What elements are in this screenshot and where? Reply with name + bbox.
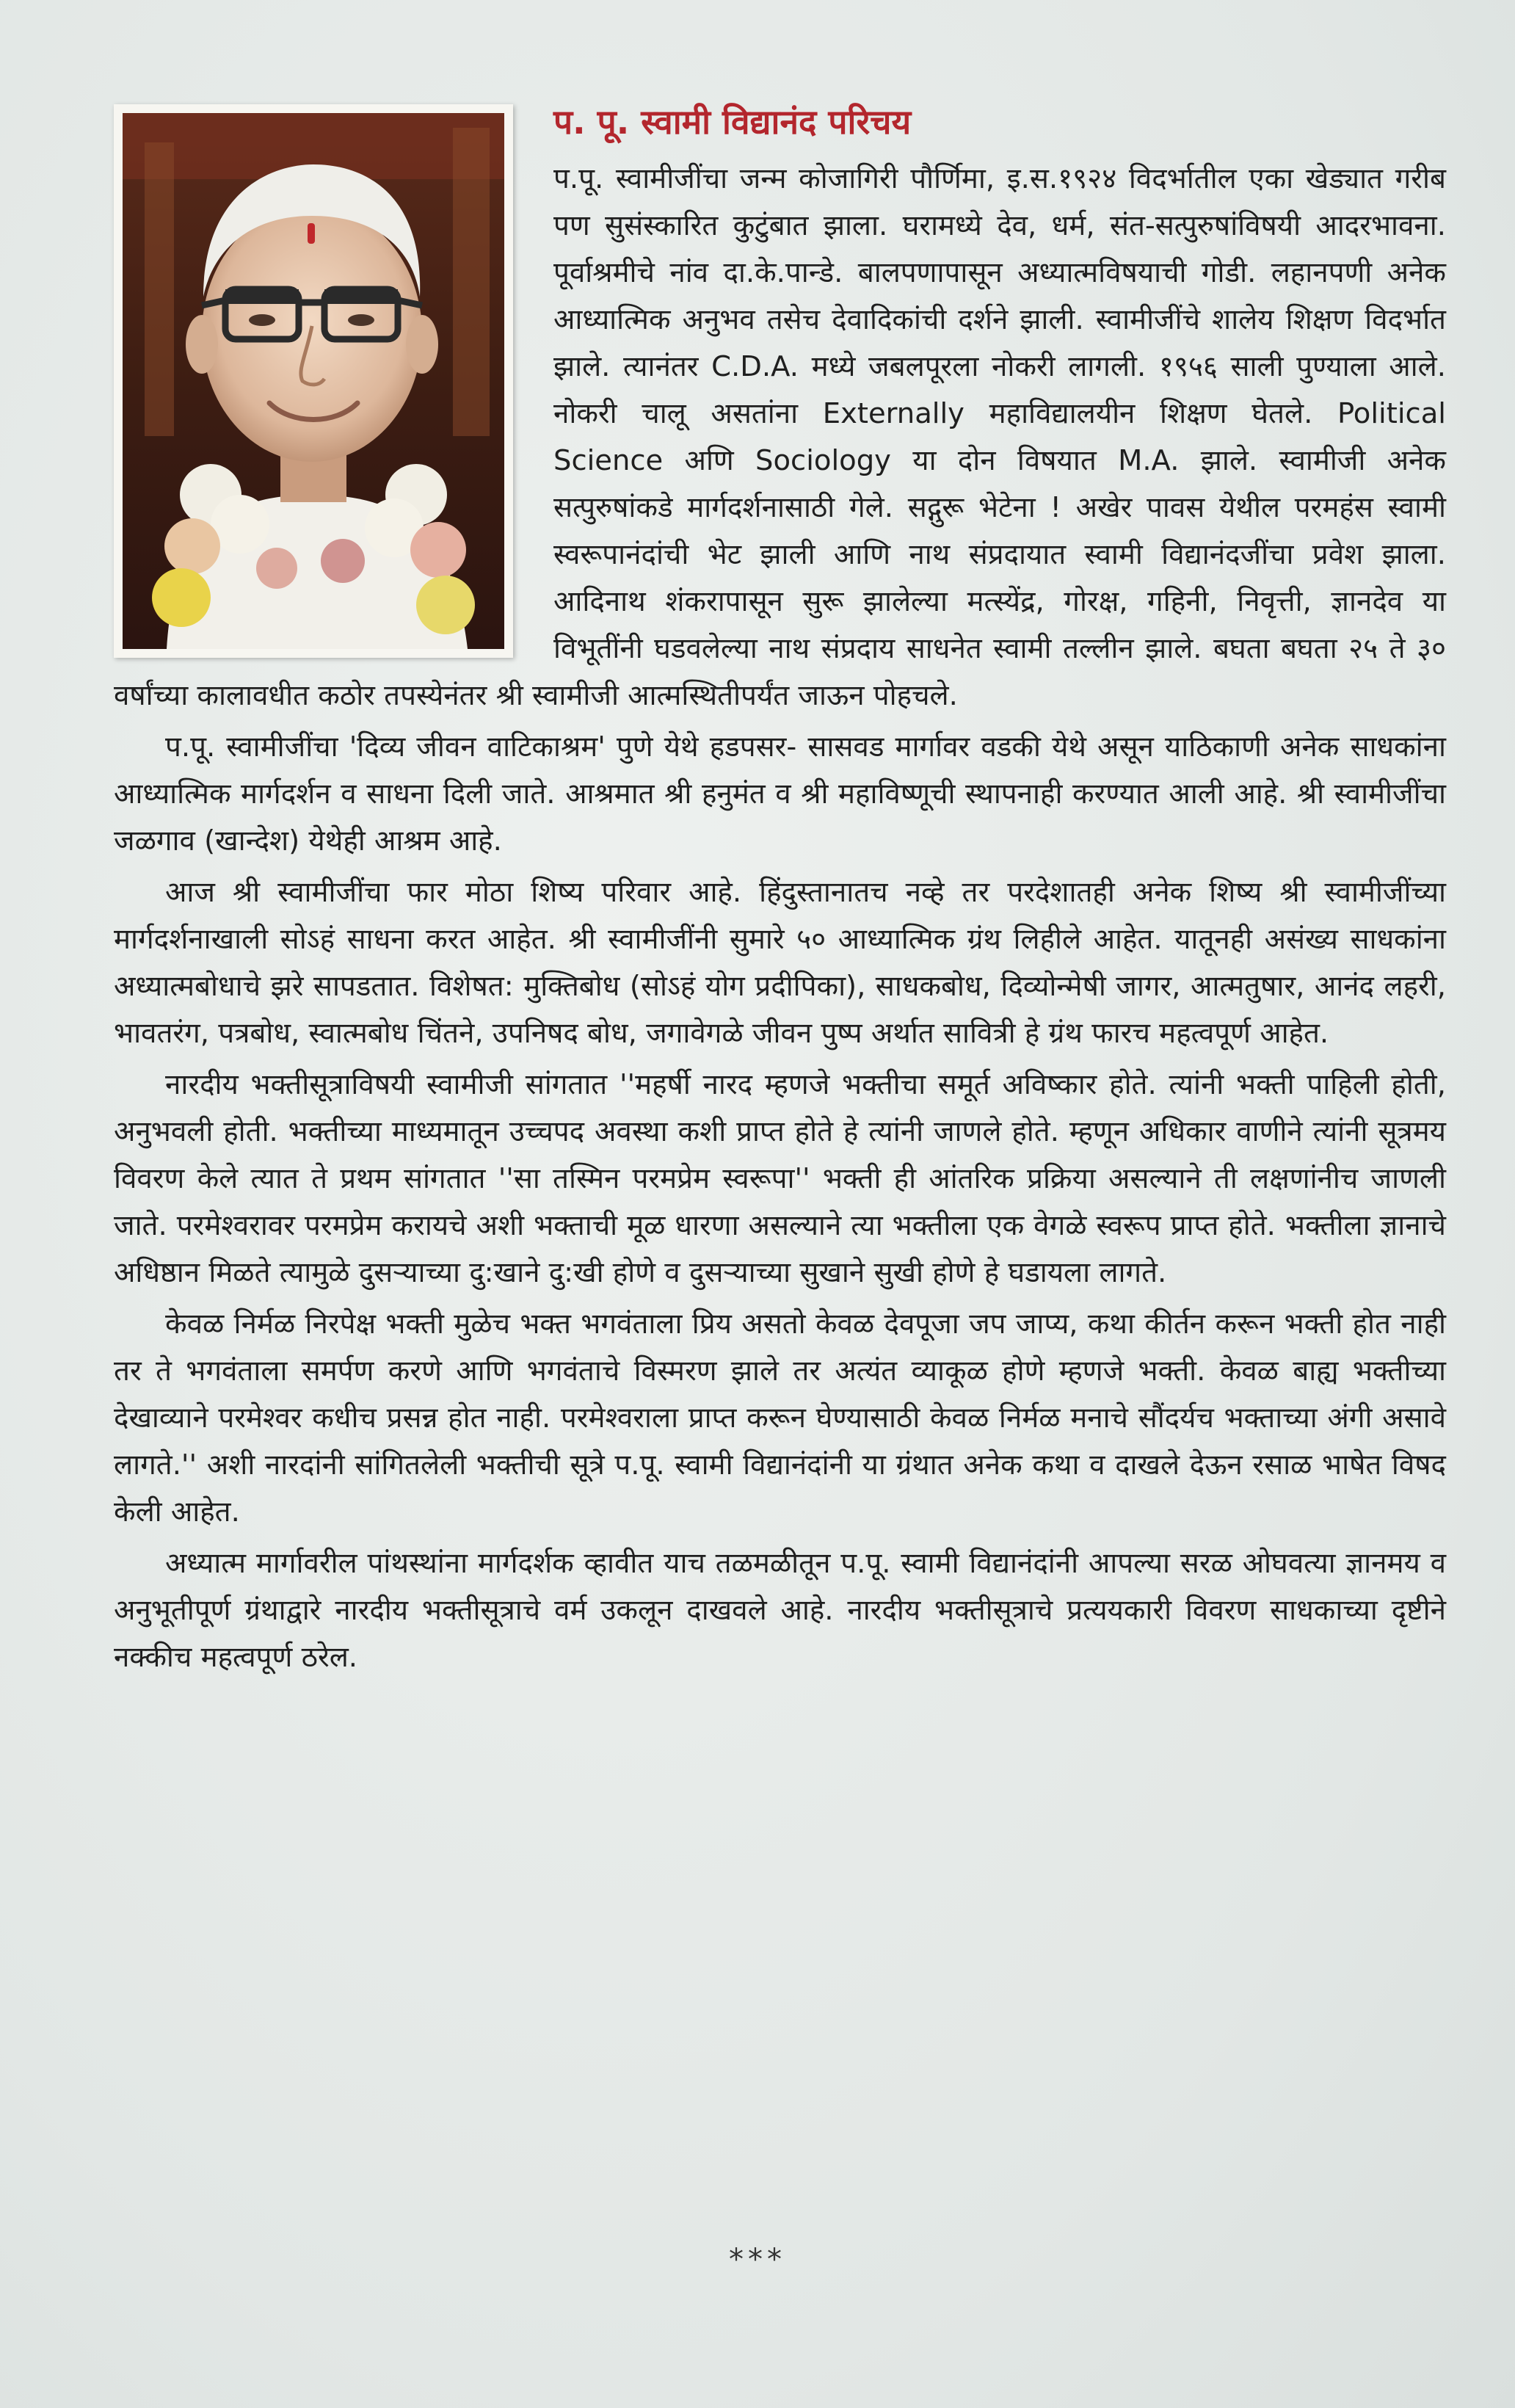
end-ornament: ***	[729, 2243, 786, 2277]
biography-text	[114, 95, 1446, 1681]
paragraph-birth-and-life: प.पू. स्वामीजींचा जन्म कोजागिरी पौर्णिमा, इ.स.१९२४ विदर्भातील एका खेड्यात गरीब पण सुसंस्कारित कुटुंबात झाला. घरामध्ये देव, धर्म, संत-सत्पुरुषांविषयी आदरभावना. पूर्वाश्रमीचे नांव दा.के.पान्डे. बालपणापासून अध्यात्मविषयाची गोडी. लहानपणी अनेक आध्यात्मिक अनुभव तसेच देवादिकांची दर्शने झाली. स्वामीजींचे शालेय शिक्षण विदर्भात झाले. त्यानंतर C.D.A. मध्ये जबलपूरला नोकरी लागली. १९५६ साली पुण्याला आले. नोकरी चालू असतांना Externally महाविद्यालयीन शिक्षण घेतले. Political Science अणि Sociology या दोन विषयात M.A. झाले. स्वामीजी अनेक सत्पुरुषांकडे मार्गदर्शनासाठी गेले. सद्गुरू भेटेना ! अखेर पावस येथील परमहंस स्वामी स्वरूपानंदांची भेट झाली आणि नाथ संप्रदायात स्वामी विद्यानंदजींचा प्रवेश झाला. आदिनाथ शंकरापासून सुरू झालेल्या मत्स्येंद्र, गोरक्ष, गहिनी, निवृत्ती, ज्ञानदेव या विभूतींनी घडवलेल्या नाथ संप्रदाय साधनेत स्वामी तल्लीन झाले. बघता बघता २५ ते ३० वर्षांच्या कालावधीत कठोर तपस्येनंतर श्री स्वामीजी आत्मस्थितीपर्यंत जाऊन पोहचले.	[114, 162, 1446, 712]
page-title: प. पू. स्वामी विद्यानंद परिचय	[553, 102, 912, 142]
portrait-photo	[123, 113, 504, 649]
paragraph-pure-devotion: केवळ निर्मळ निरपेक्ष भक्ती मुळेच भक्त भगवंताला प्रिय असतो केवळ देवपूजा जप जाप्य, कथा कीर्तन करून भक्ती होत नाही तर ते भगवंताला समर्पण करणे आणि भगवंताचे विस्मरण झाले तर अत्यंत व्याकूळ होणे म्हणजे भक्ती. केवळ बाह्य भक्तीच्या देखाव्याने परमेश्वर कधीच प्रसन्न होत नाही. परमेश्वराला प्राप्त करून घेण्यासाठी केवळ निर्मळ मनाचे सौंदर्यच भक्ताच्या अंगी असावे लागते.'' अशी नारदांनी सांगितलेली भक्तीची सूत्रे प.पू. स्वामी विद्यानंदांनी या ग्रंथात अनेक कथा व दाखले देऊन रसाळ भाषेत विषद केली आहेत.	[114, 1308, 1446, 1528]
paragraph-disciples-and-books: आज श्री स्वामीजींचा फार मोठा शिष्य परिवार आहे. हिंदुस्तानातच नव्हे तर परदेशातही अनेक शिष्य श्री स्वामीजींच्या मार्गदर्शनाखाली सोऽहं साधना करत आहेत. श्री स्वामीजींनी सुमारे ५० आध्यात्मिक ग्रंथ लिहीले आहेत. यातूनही असंख्य साधकांना अध्यात्मबोधाचे झरे सापडतात. विशेषत: मुक्तिबोध (सोऽहं योग प्रदीपिका), साधकबोध, दिव्योन्मेषी जागर, आत्मतुषार, आनंद लहरी, भावतरंग, पत्रबोध, स्वात्मबोध चिंतने, उपनिषद बोध, जगावेगळे जीवन पुष्प अर्थात सावित्री हे ग्रंथ फारच महत्वपूर्ण आहेत.	[114, 876, 1446, 1050]
paragraph-ashram: प.पू. स्वामीजींचा 'दिव्य जीवन वाटिकाश्रम' पुणे येथे हडपसर- सासवड मार्गावर वडकी येथे असून याठिकाणी अनेक साधकांना आध्यात्मिक मार्गदर्शन व साधना दिली जाते. आश्रमात श्री हनुमंत व श्री महाविष्णूची स्थापनाही करण्यात आली आहे. श्री स्वामीजींचा जळगाव (खान्देश) येथेही आश्रम आहे.	[114, 730, 1446, 857]
portrait-photo-frame	[114, 104, 513, 658]
paragraph-conclusion: अध्यात्म मार्गावरील पांथस्थांना मार्गदर्शक व्हावीत याच तळमळीतून प.पू. स्वामी विद्यानंदांनी आपल्या सरळ ओघवत्या ज्ञानमय व अनुभूतीपूर्ण ग्रंथाद्वारे नारदीय भक्तीसूत्राचे वर्म उकलून दाखवले आहे. नारदीय भक्तीसूत्राचे प्रत्ययकारी विवरण साधकाच्या दृष्टीने नक्कीच महत्वपूर्ण ठरेल.	[114, 1547, 1446, 1674]
paragraph-narada-bhakti: नारदीय भक्तीसूत्राविषयी स्वामीजी सांगतात ''महर्षी नारद म्हणजे भक्तीचा समूर्त अविष्कार होते. त्यांनी भक्ती पाहिली होती, अनुभवली होती. भक्तीच्या माध्यमातून उच्चपद अवस्था कशी प्राप्त होते हे त्यांनी जाणले होते. म्हणून अधिकार वाणीने त्यांनी सूत्रमय विवरण केले त्यात ते प्रथम सांगतात ''सा तस्मिन परमप्रेम स्वरूपा'' भक्ती ही आंतरिक प्रक्रिया असल्याने ती लक्षणांनीच जाणली जाते. परमेश्वरावर परमप्रेम करायचे अशी भक्ताची मूळ धारणा असल्याने त्या भक्तीला एक वेगळे स्वरूप प्राप्त होते. भक्तीला ज्ञानाचे अधिष्ठान मिळते त्यामुळे दुसऱ्याच्या दु:खाने दु:खी होणे व दुसऱ्याच्या सुखाने सुखी होणे हे घडायला लागते.	[114, 1068, 1446, 1289]
